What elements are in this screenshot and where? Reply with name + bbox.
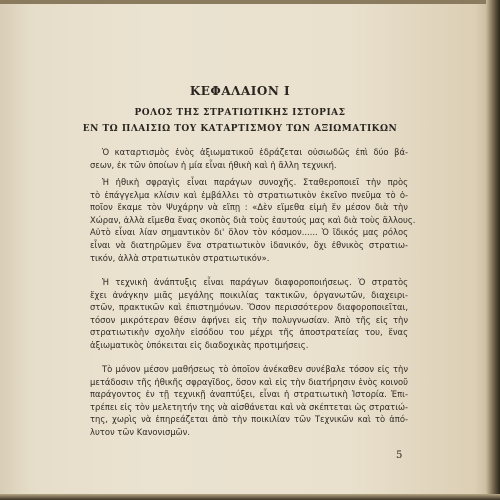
paragraph-line: εἶναι νὰ διατηρῶμεν ἕνα στρατιωτικὸν ἰδανικόν, ὄχι ἐθνικὸς στρατιω- [90, 239, 408, 250]
paragraph-line: τόσον μικρότεραν θέσιν ἀφήνει εἰς τὴν πολυγνωσίαν. Ἀπὸ τῆς εἰς τὴν [90, 314, 408, 325]
paragraph-line: ἀξιωματικὸς ὑπόκειται εἰς διαδοχικὰς προτιμήσεις. [90, 339, 309, 350]
paragraph-line: της, χωρὶς νὰ ἐπηρεάζεται ἀπὸ τὴν ποικιλίαν τῶν Τεχνικῶν καὶ τὸ ἀπό- [90, 414, 408, 425]
paragraph-line: τὸ ἐπάγγελμα κλίσιν καὶ ἐμβάλλει τὸ στρατιωτικὸν ἐκεῖνο πνεῦμα τὸ ὁ- [90, 189, 408, 200]
paragraph-line: λυτον τῶν Κανονισμῶν. [90, 426, 191, 437]
paragraph-line: Τὸ μόνον μέσον μαθήσεως τὸ ὁποῖον ἀνέκαθεν συνέβαλε τόσον εἰς τὴν [102, 364, 408, 374]
chapter-subtitle-line-2: ΕΝ ΤΩ ΠΛΑΙΣΙΩ ΤΟΥ ΚΑΤΑΡΤΙΣΜΟΥ ΤΩΝ ΑΞΙΩΜΑΤΙΚΩΝ [82, 124, 398, 134]
paragraph-line: Χώραν, ἀλλὰ εἴμεθα ἕνας σκοπὸς διὰ τοὺς ἑαυτούς μας καὶ διὰ τοὺς ἄλλους. [90, 214, 416, 225]
paragraph-line: ἔχει ἀνάγκην μιᾶς μεγάλης ποικιλίας τακτικῶν, ὀργανωτῶν, διαχειρι- [90, 289, 408, 300]
paragraph-2 [90, 176, 416, 264]
page-top-edge [0, 0, 500, 4]
paragraph-line: ποῖον ἔκαμε τὸν Ψυχάρην νὰ εἴπῃ : «Δὲν εἴμεθα εἰμὴ ἕν μέσον διὰ τὴν [90, 202, 408, 213]
page-number: 5 [396, 450, 403, 461]
page-bottom-edge [0, 494, 500, 500]
chapter-heading: ΚΕΦΑΛΑΙΟΝ Ι [189, 84, 291, 98]
paragraph-line: μετάδοσιν τῆς ἠθικῆς σφραγῖδος, ὅσον καὶ εἰς τὴν διατήρησιν ἑνὸς κοινοῦ [90, 376, 408, 387]
paragraph-line: τικόν, ἀλλὰ στρατιωτικὸν στρατιωτικόν». [90, 252, 270, 263]
paragraph-line: σεων, ἐκ τῶν ὁποίων ἡ μία εἶναι ἠθικὴ καὶ ἡ ἄλλη τεχνική. [90, 159, 337, 170]
chapter-subtitle-line-1: ΡΟΛΟΣ ΤΗΣ ΣΤΡΑΤΙΩΤΙΚΗΣ ΙΣΤΟΡΙΑΣ [134, 108, 346, 118]
paragraph-line: στῶν, πρακτικῶν καὶ ἐπιστημόνων. Ὅσον περισσότερον διαφοροποιεῖται, [90, 302, 408, 313]
page-right-edge-shadow [486, 0, 500, 500]
paragraph-line: Ὁ καταρτισμὸς ἑνὸς ἀξιωματικοῦ ἑδράζεται οὐσιωδῶς ἐπὶ δύο βά- [102, 147, 408, 157]
paragraph-line: Ἡ τεχνικὴ ἀνάπτυξις εἶναι παράγων διαφοροποιήσεως. Ὁ στρατὸς [102, 277, 408, 287]
paragraph-3 [90, 276, 408, 352]
paragraph-4 [90, 363, 408, 439]
paragraph-line: παράγοντος ἐν τῇ τεχνικῇ ἀναπτύξει, εἶναι ἡ στρατιωτικὴ Ἱστορία. Ἐπι- [90, 389, 408, 400]
paragraph-1 [90, 146, 408, 171]
paragraph-line: τρέπει εἰς τὸν μελετητήν της νὰ αἰσθάνεται καὶ νὰ σκέπτεται ὡς στρατιώ- [90, 401, 409, 412]
paragraph-line: Ἡ ἠθικὴ σφραγὶς εἶναι παράγων συνοχῆς. Σταθεροποιεῖ τὴν πρὸς [102, 177, 408, 187]
paragraph-line: Αὐτὸ εἶναι λίαν σημαντικὸν δι' ὅλον τὸν κόσμον...... Ὁ ἴδικός μας ρόλος [90, 227, 408, 238]
paragraph-line: στρατιωτικὴν σχολὴν εἰσόδου του μέχρι τῆς ἀποστρατείας του, ἕνας [90, 327, 408, 338]
